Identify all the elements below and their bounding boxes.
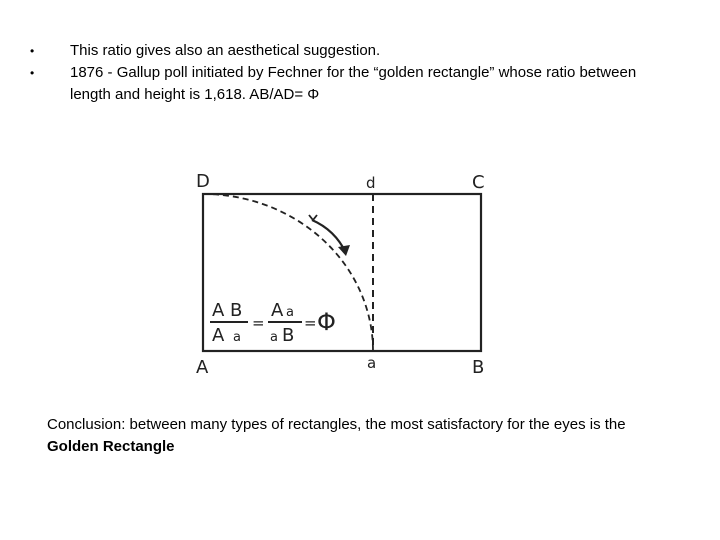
eq-equals-1: =: [252, 314, 265, 332]
bullet-text: 1876 - Gallup poll initiated by Fechner for the “golden rectangle” whose ratio between length and height is 1,618. AB/AD= Φ: [70, 64, 637, 103]
conclusion-body: Conclusion: between many types of rectangles, the most satisfactory for the eyes is the: [47, 416, 626, 433]
bullet-text: This ratio gives also an aesthetical suggestion.: [70, 42, 381, 59]
eq-lhs-den-small: a: [233, 330, 241, 345]
label-A: A: [196, 357, 209, 378]
eq-rhs-den-big: B: [282, 325, 295, 346]
golden-rectangle-figure: [190, 165, 500, 380]
conclusion-text: [47, 414, 677, 458]
label-a: a: [367, 354, 377, 372]
conclusion-bold: Golden Rectangle: [47, 438, 175, 455]
arrow-tail: [309, 215, 317, 220]
bullet-marker: •: [30, 66, 35, 80]
golden-rectangle-diagram: [190, 165, 500, 380]
label-C: C: [472, 172, 485, 193]
bullet-list: [30, 40, 670, 106]
label-d: d: [366, 174, 376, 192]
eq-equals-2: =: [304, 314, 317, 332]
rectangle-outline: [203, 194, 481, 351]
eq-rhs-num-big: A: [271, 300, 284, 321]
eq-lhs-numerator: A B: [212, 300, 243, 321]
bullet-item-2: [30, 62, 670, 106]
ratio-equation: [210, 300, 336, 346]
label-D: D: [196, 171, 210, 192]
bullet-item-1: [30, 40, 670, 62]
eq-lhs-den-big: A: [212, 325, 225, 346]
eq-rhs-num-small: a: [286, 305, 294, 320]
bullet-marker: •: [30, 44, 35, 58]
arrow-head: [338, 245, 350, 256]
label-B: B: [472, 357, 485, 378]
eq-rhs-den-small: a: [270, 330, 278, 345]
eq-phi: Φ: [317, 308, 336, 336]
